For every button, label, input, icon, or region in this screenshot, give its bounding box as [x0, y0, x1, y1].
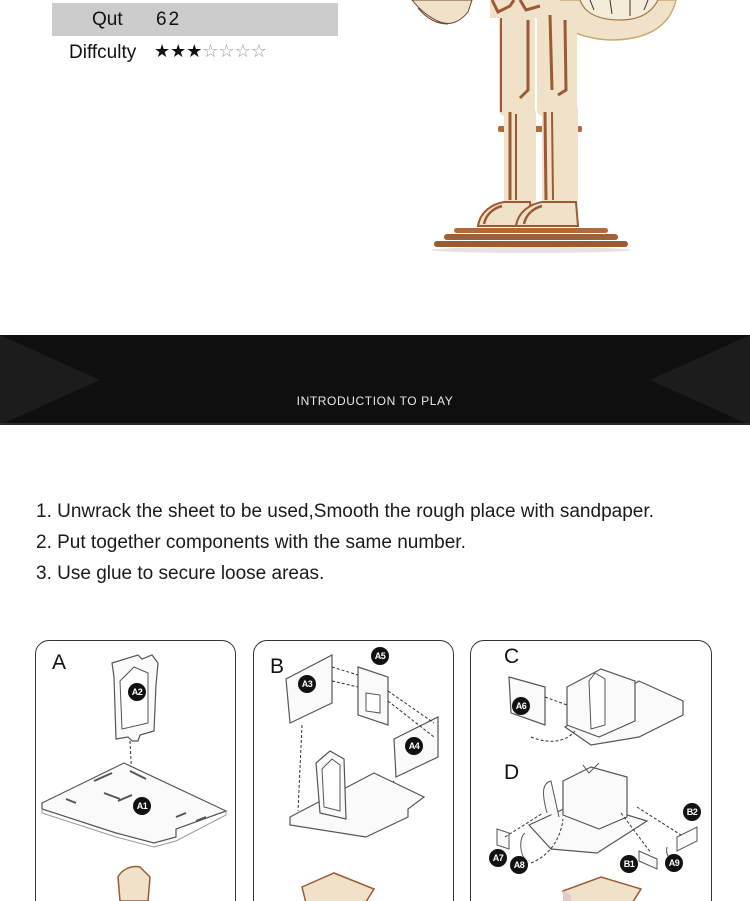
- instruction-step: 2. Put together components with the same number.: [36, 532, 466, 553]
- diagram-panel-b: [253, 640, 454, 901]
- part-badge-a9: A9: [665, 854, 683, 872]
- part-badge-a1: A1: [133, 797, 151, 815]
- spec-row-difficulty: [52, 40, 338, 66]
- difficulty-rating: [154, 41, 267, 62]
- quantity-value: 62: [156, 9, 182, 30]
- wooden-figure-illustration: [380, 0, 700, 260]
- star-filled-icon: ★★★: [154, 41, 203, 62]
- part-badge-b2: B2: [683, 803, 701, 821]
- part-badge-b1: B1: [620, 855, 638, 873]
- part-badge-a4: A4: [405, 737, 423, 755]
- step-letter-d: D: [504, 761, 520, 784]
- star-empty-icon: ☆☆☆☆: [202, 41, 267, 62]
- part-badge-a6: A6: [512, 697, 530, 715]
- step-letter-c: C: [504, 645, 520, 668]
- diagram-panel-a: [35, 640, 236, 901]
- banner-divider: [0, 423, 750, 425]
- section-banner: [0, 335, 750, 425]
- part-badge-a8: A8: [510, 856, 528, 874]
- assembly-diagram-b: [254, 641, 454, 901]
- instruction-step: 1. Unwrack the sheet to be used,Smooth the rough place with sandpaper.: [36, 501, 654, 522]
- banner-decor-left: [0, 335, 100, 425]
- banner-title: INTRODUCTION TO PLAY: [296, 394, 454, 408]
- instruction-list: [36, 496, 654, 589]
- difficulty-label: Diffculty: [69, 42, 137, 63]
- diagram-panel-cd: [470, 640, 712, 901]
- part-badge-a5: A5: [371, 647, 389, 665]
- instruction-step: 3. Use glue to secure loose areas.: [36, 563, 325, 584]
- part-badge-a3: A3: [298, 675, 316, 693]
- part-badge-a7: A7: [489, 849, 507, 867]
- step-letter: B: [270, 655, 285, 678]
- spec-row-quantity: [52, 3, 338, 36]
- part-badge-a2: A2: [128, 683, 146, 701]
- assembly-diagram-a: [36, 641, 236, 901]
- step-letter: A: [52, 651, 67, 674]
- banner-decor-right: [650, 335, 750, 425]
- product-image: [380, 0, 700, 260]
- quantity-label: Qut: [92, 9, 123, 30]
